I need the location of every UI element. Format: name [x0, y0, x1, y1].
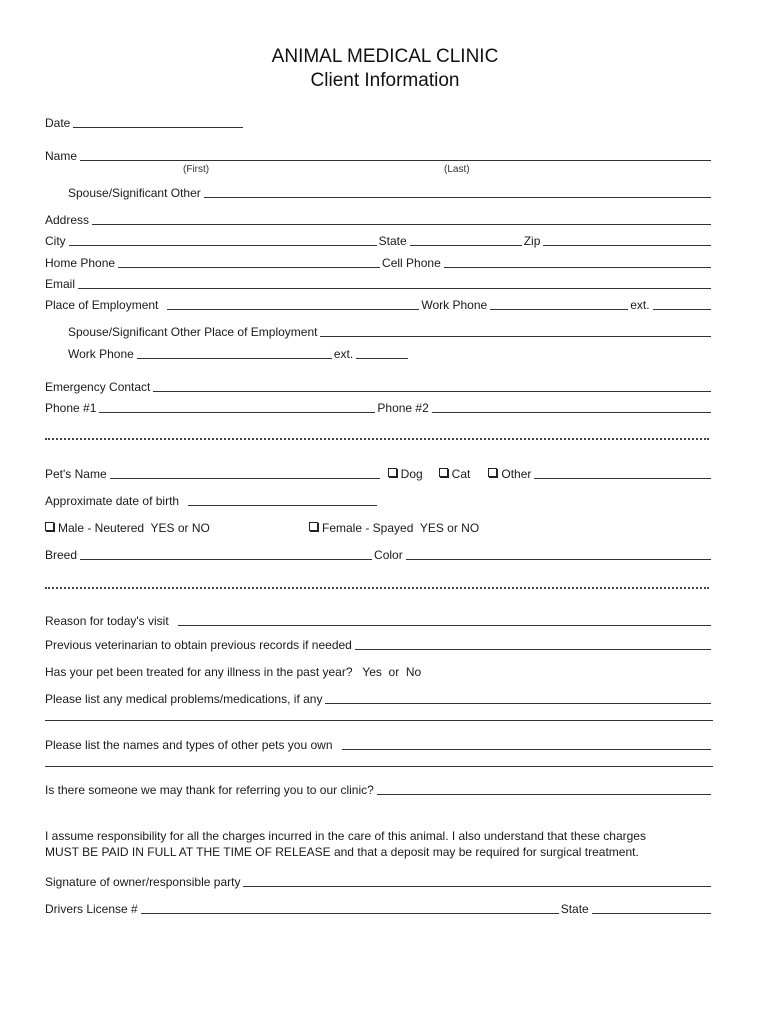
email-label: Email [45, 277, 76, 291]
email-field[interactable] [78, 287, 711, 289]
previous-vet-field[interactable] [355, 648, 711, 650]
date-label: Date [45, 116, 71, 130]
cat-label: Cat [451, 467, 471, 481]
zip-label: Zip [523, 234, 541, 248]
agreement-line2: MUST BE PAID IN FULL AT THE TIME OF RELEASE and that a deposit may be required for surgical treatment. [45, 845, 639, 859]
name-label: Name [45, 149, 78, 163]
spouse-employment-field[interactable] [320, 335, 711, 337]
reason-label: Reason for today's visit [45, 614, 169, 628]
city-field[interactable] [69, 244, 377, 246]
spouse-label: Spouse/Significant Other [68, 186, 201, 200]
female-option[interactable] [309, 521, 479, 535]
address-field[interactable] [92, 223, 711, 225]
license-state-label: State [560, 902, 589, 916]
reason-field[interactable] [178, 624, 711, 626]
cell-phone-field[interactable] [444, 266, 711, 268]
problems-label: Please list any medical problems/medications, if any [45, 692, 323, 706]
other-pets-label: Please list the names and types of other pets you own [45, 738, 333, 752]
phone2-label: Phone #2 [377, 401, 429, 415]
phone1-field[interactable] [99, 411, 375, 413]
form-subtitle: Client Information [310, 70, 460, 91]
problems-field-line2[interactable] [45, 720, 713, 721]
dob-field[interactable] [188, 504, 377, 506]
dog-label: Dog [400, 467, 423, 481]
ext-field[interactable] [653, 308, 711, 310]
spouse-ext-field[interactable] [356, 357, 408, 359]
spouse-work-phone-label: Work Phone [68, 347, 134, 361]
signature-label: Signature of owner/responsible party [45, 875, 241, 889]
section-divider [45, 587, 709, 589]
other-pets-field-line2[interactable] [45, 766, 713, 767]
spouse-employment-label: Spouse/Significant Other Place of Employment [68, 325, 318, 339]
employment-field[interactable] [167, 308, 419, 310]
cat-option[interactable] [439, 467, 471, 481]
female-label: Female - Spayed YES or NO [322, 521, 480, 535]
cell-phone-label: Cell Phone [382, 256, 441, 270]
color-field[interactable] [406, 558, 711, 560]
employment-label: Place of Employment [45, 298, 159, 312]
spouse-ext-label: ext. [333, 347, 354, 361]
phone1-label: Phone #1 [45, 401, 97, 415]
work-phone-field[interactable] [490, 308, 628, 310]
male-label: Male - Neutered YES or NO [58, 521, 210, 535]
last-name-hint: (Last) [444, 164, 470, 175]
breed-label: Breed [45, 548, 78, 562]
state-field[interactable] [410, 244, 522, 246]
other-label: Other [501, 467, 532, 481]
date-field[interactable] [73, 126, 243, 128]
emergency-label: Emergency Contact [45, 380, 151, 394]
spouse-work-phone-field[interactable] [137, 357, 332, 359]
form-title: ANIMAL MEDICAL CLINIC [271, 46, 499, 67]
checkbox-icon [309, 522, 318, 531]
checkbox-icon [45, 522, 54, 531]
first-name-hint: (First) [183, 164, 210, 175]
other-option[interactable] [488, 467, 531, 481]
license-field[interactable] [141, 912, 559, 914]
other-pets-field[interactable] [342, 748, 711, 750]
city-label: City [45, 234, 66, 248]
dog-option[interactable] [388, 467, 423, 481]
dob-label: Approximate date of birth [45, 494, 180, 508]
agreement-line1: I assume responsibility for all the charges incurred in the care of this animal. I also understand that these charges [45, 829, 646, 843]
spouse-field[interactable] [204, 196, 711, 198]
other-field[interactable] [534, 477, 711, 479]
license-label: Drivers License # [45, 902, 138, 916]
referral-label: Is there someone we may thank for referring you to our clinic? [45, 783, 374, 797]
breed-field[interactable] [80, 558, 372, 560]
pets-name-field[interactable] [110, 477, 380, 479]
problems-field[interactable] [325, 702, 711, 704]
name-field[interactable] [80, 159, 711, 161]
home-phone-label: Home Phone [45, 256, 116, 270]
signature-field[interactable] [243, 885, 711, 887]
checkbox-icon [388, 468, 397, 477]
checkbox-icon [488, 468, 497, 477]
section-divider [45, 438, 709, 440]
pets-name-label: Pet's Name [45, 467, 107, 481]
work-phone-label: Work Phone [421, 298, 488, 312]
male-option[interactable] [45, 521, 309, 535]
home-phone-field[interactable] [118, 266, 380, 268]
address-label: Address [45, 213, 90, 227]
license-state-field[interactable] [592, 912, 711, 914]
checkbox-icon [439, 468, 448, 477]
treated-question: Has your pet been treated for any illness in the past year? Yes or No [45, 665, 422, 679]
referral-field[interactable] [377, 793, 711, 795]
zip-field[interactable] [543, 244, 711, 246]
phone2-field[interactable] [432, 411, 711, 413]
previous-vet-label: Previous veterinarian to obtain previous records if needed [45, 638, 352, 652]
ext-label: ext. [630, 298, 650, 312]
color-label: Color [374, 548, 403, 562]
state-label: State [378, 234, 407, 248]
emergency-field[interactable] [153, 390, 711, 392]
